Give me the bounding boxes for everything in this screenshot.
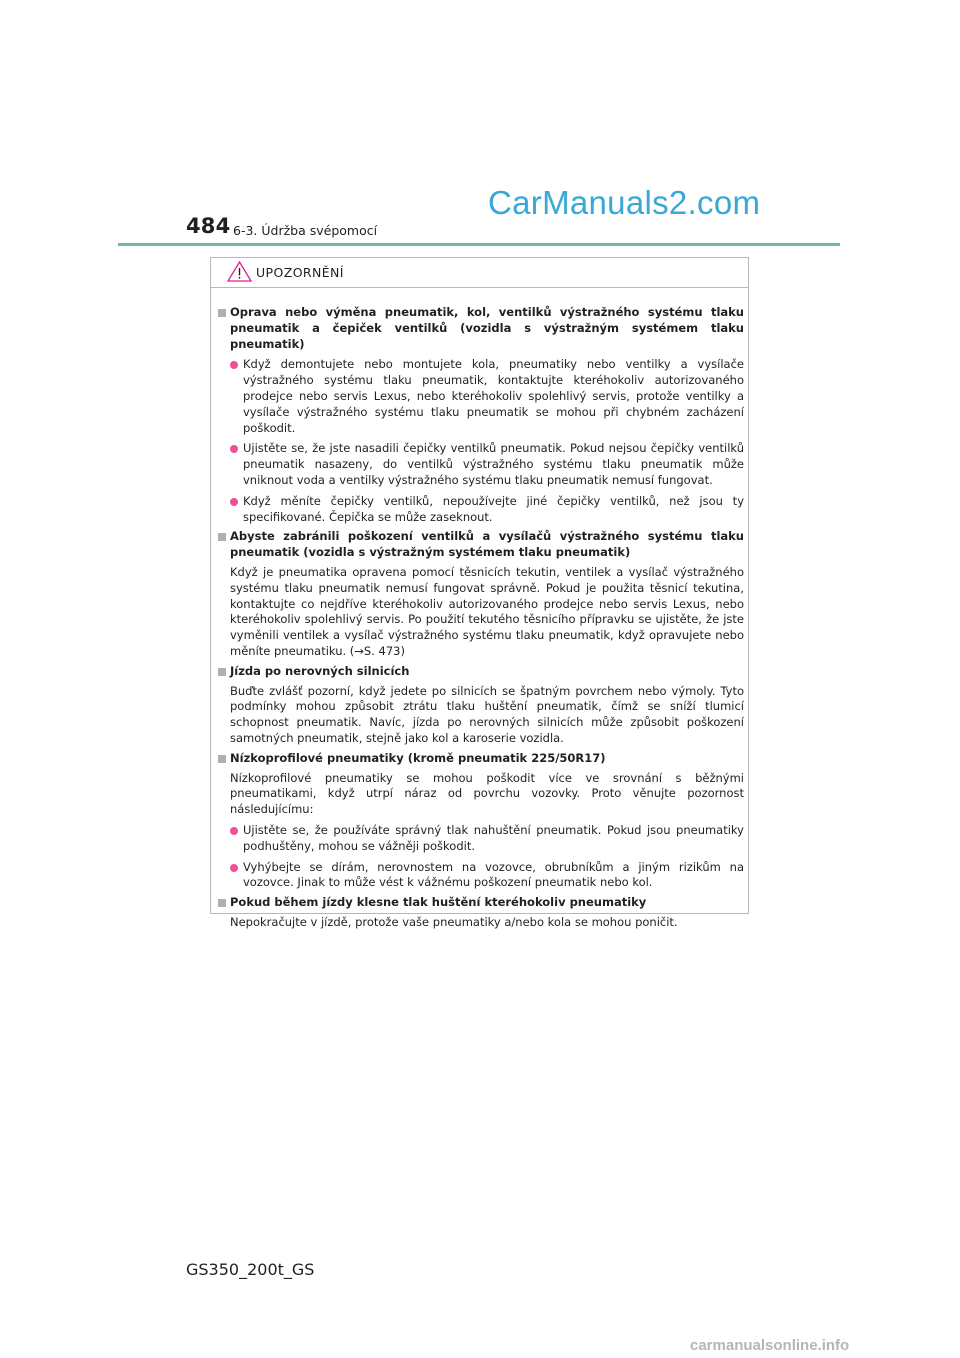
square-bullet-icon [218, 899, 226, 907]
bullet-text: Ujistěte se, že jste nasadili čepičky ventilků pneumatik. Pokud nejsou čepičky ventilků pneumatik nasazeny, do ventilků výstražného systému tlaku pneumatik může vniknout voda a ventilky výstražného systému tlaku pneumatik nemusí fungovat. [243, 441, 744, 487]
bullet-item [218, 860, 744, 892]
dot-bullet-icon [230, 864, 238, 872]
bullet-item [218, 823, 744, 855]
section-heading [218, 664, 744, 680]
section-title: 6-3. Údržba svépomocí [233, 223, 378, 238]
section-text: Buďte zvlášť pozorní, když jedete po silnicích se špatným povrchem nebo výmoly. Tyto podmínky mohou způsobit ztrátu tlaku huštění pneumatik, čímž se sníží tlumicí schopnost pneumatik. Navíc, jízda po nerovných silnicích může způsobit poškození samotných pneumatik, stejně jako kol a karoserie vozidla. [230, 683, 744, 745]
dot-bullet-icon [230, 498, 238, 506]
watermark-logo: CarManuals2.com [488, 184, 761, 221]
section-text: Nepokračujte v jízdě, protože vaše pneumatiky a/nebo kola se mohou poničit. [230, 914, 678, 929]
section-heading-text: Abyste zabránili poškození ventilků a vysílačů výstražného systému tlaku pneumatik (vozidla s výstražným systémem tlaku pneumatik) [230, 529, 744, 560]
section-heading [218, 751, 744, 767]
bullet-item [218, 357, 744, 436]
section-text: Když je pneumatika opravena pomocí těsnicích tekutin, ventilek a vysílač výstražného systému tlaku pneumatik nemusí fungovat správně. Pokud je použita těsnicí tekutina, kontaktujte co nejdříve kteréhokoliv autorizovaného prodejce nebo servis Lexus, nebo kteréhokoliv spolehlivý servis. Po použití tekutého těsnicího přípravku se ujistěte, že jste vyměnili ventilek a vysílač výstražného systému tlaku pneumatik, když opravujete nebo měníte pneumatiku. (→S. 473) [230, 564, 744, 658]
page-number: 484 [186, 214, 231, 238]
warning-body [218, 301, 744, 931]
section-heading-text: Nízkoprofilové pneumatiky (kromě pneumatik 225/50R17) [230, 750, 606, 765]
header-rule [118, 243, 840, 246]
bullet-text: Když demontujete nebo montujete kola, pneumatiky nebo ventilky a vysílače výstražného systému tlaku pneumatik, kontaktujte kteréhokoliv autorizovaného prodejce nebo servis Lexus, nebo kteréhokoliv spolehlivý servis, protože ventilky a vysílače výstražného systému tlaku pneumatik se mohou při chybném zacházení poškodit. [243, 357, 744, 435]
section-heading-text: Oprava nebo výměna pneumatik, kol, ventilků výstražného systému tlaku pneumatik a čepiček ventilků (vozidla s výstražným systémem tlaku pneumatik) [230, 305, 744, 351]
warning-box [210, 257, 749, 929]
dot-bullet-icon [230, 361, 238, 369]
section-heading [218, 895, 744, 911]
bullet-text: Ujistěte se, že používáte správný tlak nahuštění pneumatik. Pokud jsou pneumatiky podhuštěny, mohou se vážněji poškodit. [243, 822, 744, 853]
bullet-item [218, 494, 744, 526]
footer-watermark: carmanualsonline.info [690, 1337, 850, 1354]
bullet-item [218, 441, 744, 488]
square-bullet-icon [218, 533, 226, 541]
section-heading-text: Jízda po nerovných silnicích [230, 663, 410, 678]
footer-model: GS350_200t_GS [186, 1260, 315, 1279]
warning-header [211, 258, 748, 288]
square-bullet-icon [218, 668, 226, 676]
square-bullet-icon [218, 755, 226, 763]
dot-bullet-icon [230, 445, 238, 453]
square-bullet-icon [218, 309, 226, 317]
section-heading [218, 529, 744, 561]
section-heading [218, 305, 744, 352]
warning-label: UPOZORNĚNÍ [256, 265, 344, 280]
bullet-text: Když měníte čepičky ventilků, nepoužívejte jiné čepičky ventilků, než jsou ty specifikované. Čepička se může zaseknout. [243, 493, 744, 524]
warning-triangle-icon [227, 261, 252, 282]
section-heading-text: Pokud během jízdy klesne tlak huštění kteréhokoliv pneumatiky [230, 895, 647, 910]
section-text: Nízkoprofilové pneumatiky se mohou poškodit více ve srovnání s běžnými pneumatikami, když utrpí náraz od povrchu vozovky. Proto věnujte pozornost následujícímu: [230, 770, 744, 817]
dot-bullet-icon [230, 827, 238, 835]
bullet-text: Vyhýbejte se dírám, nerovnostem na vozovce, obrubníkům a jiným rizikům na vozovce. Jinak to může vést k vážnému poškození pneumatik nebo kol. [243, 859, 744, 890]
